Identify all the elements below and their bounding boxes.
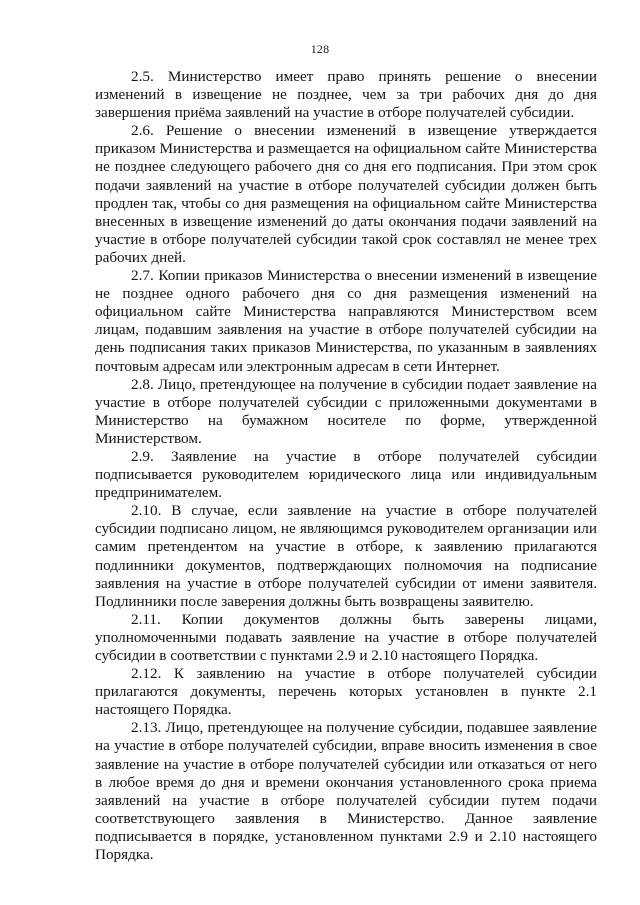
paragraph-2-7: 2.7. Копии приказов Министерства о внесении изменений в извещение не позднее одного рабочего дня со дня размещения изменений на официальном сайте Министерства направляются Министерством всем лицам, подавшим заявления на участие в отборе получателей субсидии на день подписания таких приказов Министерства, по указанным в заявлениях почтовым адресам или электронным адресам в сети Интернет. <box>95 267 597 375</box>
paragraph-2-13: 2.13. Лицо, претендующее на получение субсидии, подавшее заявление на участие в отборе получателей субсидии, вправе вносить изменения в свое заявление на участие в отборе получателей субсидии или отказаться от него в любое время до дня и времени окончания установленного срока приема заявлений на участие в отборе получателей субсидии путем подачи соответствующего заявления в Министерство. Данное заявление подписывается в порядке, установленном пунктами 2.9 и 2.10 настоящего Порядка. <box>95 719 597 864</box>
paragraph-2-9: 2.9. Заявление на участие в отборе получателей субсидии подписывается руководителем юридического лица или индивидуальным предпринимателем. <box>95 447 597 502</box>
paragraph-2-8: 2.8. Лицо, претендующее на получение в субсидии подает заявление на участие в отборе получателей субсидии с приложенными документами в Министерство на бумажном носителе по форме, утвержденной Министерством. <box>95 375 597 447</box>
document-body <box>95 68 597 864</box>
paragraph-2-11: 2.11. Копии документов должны быть заверены лицами, уполномоченными подавать заявление на участие в отборе получателей субсидии в соответствии с пунктами 2.9 и 2.10 настоящего Порядка. <box>95 610 597 664</box>
page-number: 128 <box>310 42 330 56</box>
paragraph-2-12: 2.12. К заявлению на участие в отборе получателей субсидии прилагаются документы, перечень которых установлен в пункте 2.1 настоящего Порядка. <box>95 665 597 719</box>
paragraph-2-6: 2.6. Решение о внесении изменений в извещение утверждается приказом Министерства и размещается на официальном сайте Министерства не позднее следующего рабочего дня со дня его подписания. При этом срок подачи заявлений на участие в отборе получателей субсидии должен быть продлен так, чтобы со дня размещения на официальном сайте Министерства внесенных в извещение изменений до даты окончания подачи заявлений на участие в отборе получателей субсидии такой срок составлял не менее трех рабочих дней. <box>95 122 597 266</box>
paragraph-2-10: 2.10. В случае, если заявление на участие в отборе получателей субсидии подписано лицом, не являющимся руководителем организации или самим претендентом на участие в отборе, к заявлению прилагаются подлинники документов, подтверждающих полномочия на подписание заявления на участие в отборе получателей субсидии от имени заявителя. Подлинники после заверения должны быть возвращены заявителю. <box>95 502 597 610</box>
paragraph-2-5: 2.5. Министерство имеет право принять решение о внесении изменений в извещение не позднее, чем за три рабочих дня до дня завершения приёма заявлений на участие в отборе получателей субсидии. <box>95 68 597 122</box>
